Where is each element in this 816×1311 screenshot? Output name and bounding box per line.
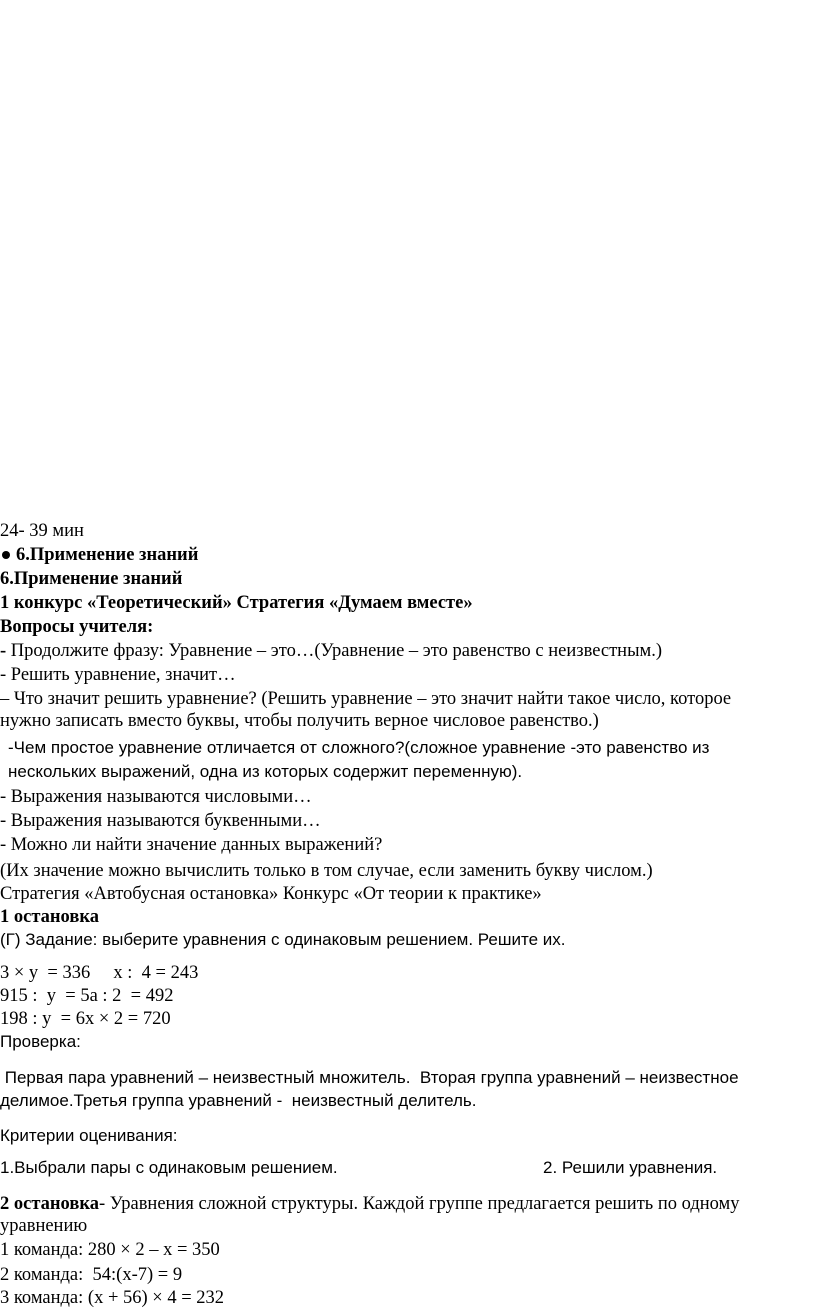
question-1-dash: - — [0, 641, 7, 661]
question-6: - Выражения называются буквенными… — [0, 811, 321, 831]
question-3-line2: нужно записать вместо буквы, чтобы получить верное числовое равенство.) — [0, 711, 599, 731]
time-label: 24- 39 мин — [0, 521, 84, 541]
question-4-line1: -Чем простое уравнение отличается от сложного?(сложное уравнение -это равенство из — [8, 738, 710, 757]
stop-2-line1 — [0, 1193, 740, 1215]
bullet-heading-text: 6.Применение знаний — [16, 545, 199, 565]
question-4-line2: нескольких выражений, одна из которых содержит переменную). — [8, 762, 523, 781]
equation-row-3: 198 : у = 6х × 2 = 720 — [0, 1009, 171, 1029]
strategy-line: Стратегия «Автобусная остановка» Конкурс «От теории к практике» — [0, 884, 542, 904]
question-1-text: Продолжите фразу: Уравнение – это…(Уравнение – это равенство с неизвестным.) — [6, 641, 663, 661]
check-line-2: делимое.Третья группа уравнений - неизвестный делитель. — [0, 1091, 477, 1110]
question-3-line1: – Что значит решить уравнение? (Решить уравнение – это значит найти такое число, которое — [0, 689, 732, 709]
criteria-1: 1.Выбрали пары с одинаковым решением. — [0, 1158, 338, 1177]
question-2: - Решить уравнение, значит… — [0, 665, 236, 685]
equation-row-2: 915 : у = 5а : 2 = 492 — [0, 986, 174, 1006]
equation-row-1: 3 × у = 336 х : 4 = 243 — [0, 963, 199, 983]
stop-1-title: 1 остановка — [0, 907, 99, 927]
questions-title: Вопросы учителя: — [0, 617, 154, 637]
question-5: - Выражения называются числовыми… — [0, 787, 312, 807]
question-7: - Можно ли найти значение данных выражений? — [0, 835, 383, 855]
question-7-answer: (Их значение можно вычислить только в том случае, если заменить букву числом.) — [0, 861, 653, 881]
stop-1-task: (Г) Задание: выберите уравнения с одинаковым решением. Решите их. — [0, 930, 566, 949]
stop-2-text: - Уравнения сложной структуры. Каждой группе предлагается решить по одному — [98, 1194, 740, 1214]
check-label: Проверка: — [0, 1032, 81, 1051]
stop-2-title: 2 остановка — [0, 1194, 99, 1214]
criteria-label: Критерии оценивания: — [0, 1126, 178, 1145]
question-1 — [0, 640, 662, 662]
criteria-2: 2. Решили уравнения. — [543, 1158, 718, 1177]
bullet-heading — [0, 544, 198, 566]
team-2-equation: 2 команда: 54:(х-7) = 9 — [0, 1265, 183, 1285]
team-3-equation: 3 команда: (х + 56) × 4 = 232 — [0, 1288, 225, 1308]
section-heading: 6.Применение знаний — [0, 569, 183, 589]
check-line-1: Первая пара уравнений – неизвестный множитель. Вторая группа уравнений – неизвестное — [0, 1068, 739, 1087]
contest-heading: 1 конкурс «Теоретический» Стратегия «Думаем вместе» — [0, 593, 473, 613]
stop-2-line2: уравнению — [0, 1216, 88, 1236]
team-1-equation: 1 команда: 280 × 2 – х = 350 — [0, 1240, 220, 1260]
bullet-icon — [2, 551, 10, 559]
